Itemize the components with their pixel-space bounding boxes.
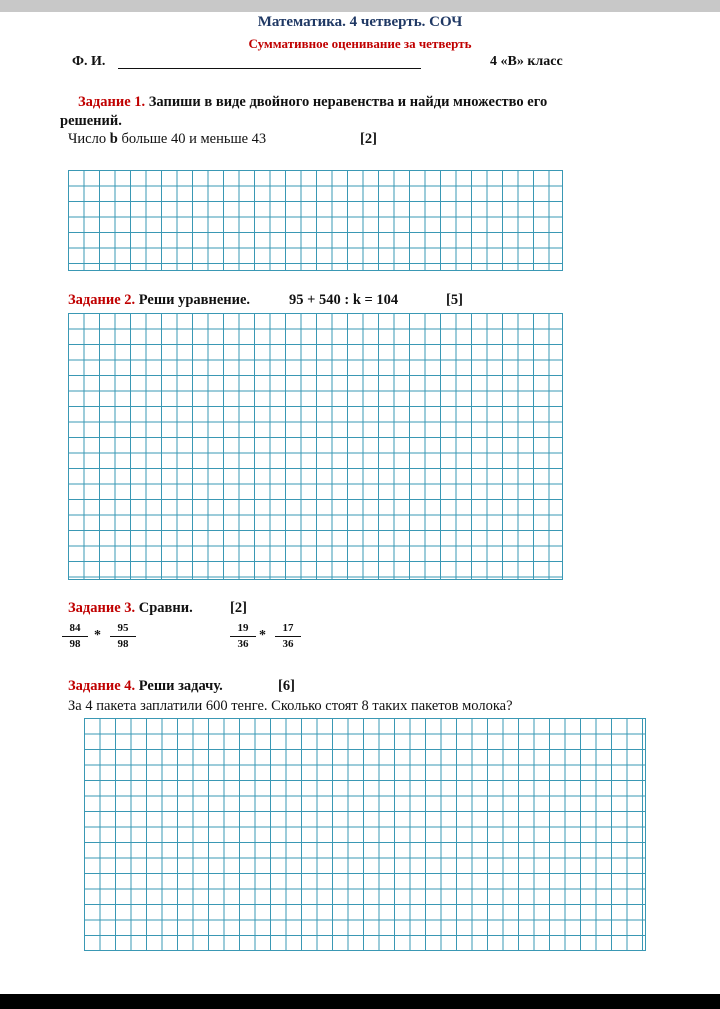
name-field-line[interactable]	[118, 68, 421, 69]
task-1-text-continued: решений.	[60, 113, 122, 129]
fraction-numerator: 19	[230, 622, 256, 637]
fraction-numerator: 84	[62, 622, 88, 637]
comparison-sign-1[interactable]: *	[94, 628, 101, 643]
task-1-condition-pre: Число	[68, 131, 110, 147]
task-2-score: [5]	[446, 292, 463, 308]
task-1-condition-variable: b	[109, 131, 118, 147]
fraction-denominator: 36	[237, 638, 249, 650]
page-subtitle: Суммативное оценивание за четверть	[248, 36, 472, 51]
bottom-bar	[0, 994, 720, 1009]
fraction-numerator: 17	[275, 622, 301, 637]
task-4-problem: За 4 пакета заплатили 600 тенге. Сколько стоят 8 таких пакетов молока?	[68, 698, 513, 714]
fraction-95-98	[110, 622, 136, 651]
task-3-label: Задание 3.	[68, 600, 136, 616]
task-3-text: Сравни.	[138, 600, 193, 616]
task-1-condition	[68, 131, 266, 148]
fraction-denominator: 36	[282, 638, 294, 650]
task-2-answer-grid[interactable]	[68, 313, 563, 580]
page-title: Математика. 4 четверть. СОЧ	[257, 14, 463, 30]
task-1-score: [2]	[360, 131, 377, 147]
fraction-84-98	[62, 622, 88, 651]
fraction-denominator: 98	[117, 638, 129, 650]
class-label: 4 «В» класс	[490, 54, 563, 69]
task-3-score: [2]	[230, 600, 247, 616]
task-1-condition-post: больше 40 и меньше 43	[117, 131, 267, 147]
task-2-text: Реши уравнение.	[138, 292, 251, 308]
task-4-answer-grid[interactable]	[84, 718, 646, 951]
fraction-numerator: 95	[110, 622, 136, 637]
task-1-answer-grid[interactable]	[68, 170, 563, 271]
fraction-19-36	[230, 622, 256, 651]
name-label: Ф. И.	[72, 54, 106, 69]
task-1-text: Запиши в виде двойного неравенства и найди множество его	[148, 94, 548, 110]
task-1-label: Задание 1.	[78, 94, 146, 110]
task-2-label: Задание 2.	[68, 292, 136, 308]
task-2-heading	[68, 292, 250, 309]
task-2-equation: 95 + 540 : k = 104	[289, 292, 399, 308]
fraction-17-36	[275, 622, 301, 651]
task-4-text: Реши задачу.	[138, 678, 223, 694]
fraction-denominator: 98	[69, 638, 81, 650]
comparison-sign-2[interactable]: *	[259, 628, 266, 643]
task-1-heading	[78, 94, 547, 111]
task-4-heading	[68, 678, 223, 695]
task-3-heading	[68, 600, 193, 617]
top-bar	[0, 0, 720, 12]
task-4-score: [6]	[278, 678, 295, 694]
task-4-label: Задание 4.	[68, 678, 136, 694]
